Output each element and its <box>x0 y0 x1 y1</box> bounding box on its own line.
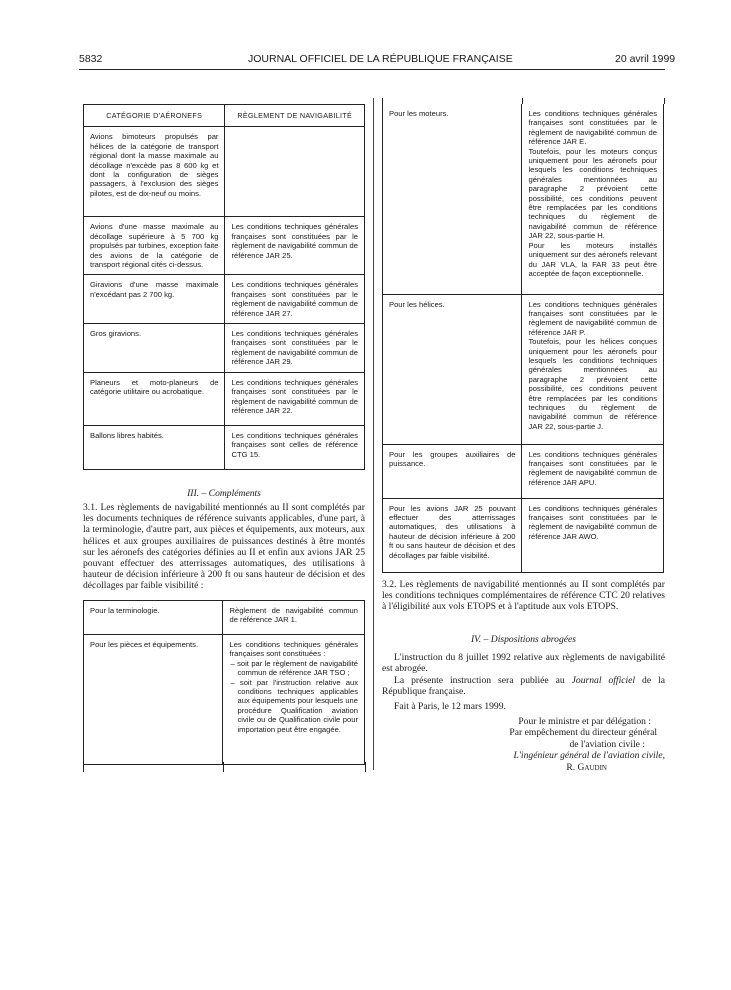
section-3-heading: III. – Compléments <box>187 488 261 499</box>
category-cell: Avions d'une masse maximale au décollage supérieure à 5 700 kg propulsés par turbines, exception faite des avions de la catégorie de transport régional cités ci-dessus. <box>84 217 225 275</box>
category-cell: Avions bimoteurs propulsés par hélices de la catégorie de transport régional dont la masse maximale au décollage n'excède pas 8 600 kg et dont la configuration de sièges passagers, à l'exclusion des sièges pilotes, est de dix-neuf ou moins. <box>84 127 225 217</box>
item-cell: Pour les pièces et équipements. <box>84 635 223 765</box>
table-row <box>84 217 365 275</box>
category-cell: Planeurs et moto-planeurs de catégorie utilitaire ou acrobatique. <box>84 372 225 425</box>
signature-line: de l'aviation civile : <box>569 738 645 750</box>
table-row <box>84 275 365 324</box>
reference-text: Toutefois, pour les hélices conçues uniquement pour les aéronefs pour lesquels les conditions techniques générales mentionnées au paragraphe 2 prévoient cette possibilité, ces conditions peuvent être remplacées par les conditions techniques du règlement de navigabilité commun de référence JAR 22, sous-partie J. <box>528 337 657 431</box>
complements-table-2 <box>382 104 664 573</box>
item-cell: Pour les groupes auxiliaires de puissance. <box>383 444 522 498</box>
list-item: – soit par le règlement de navigabilité commun de référence JAR TSO ; <box>230 658 358 678</box>
reference-cell <box>522 104 664 294</box>
section-4-heading: IV. – Dispositions abrogées <box>470 634 576 645</box>
table-header-row <box>84 105 365 127</box>
table-row <box>383 294 664 444</box>
item-cell: Pour les avions JAR 25 pouvant effectuer des atterrissages automatiques, des utilisations à hauteur de décision inférieure à 200 ft ou sans hauteur de décision et des décollages par faible visibilité. <box>383 498 522 572</box>
table-tail-mid <box>223 762 224 772</box>
table-row <box>84 425 365 469</box>
regulation-cell: Les conditions techniques générales françaises sont celles de référence CTG 15. <box>225 425 365 469</box>
regulation-cell: Les conditions techniques générales françaises sont constituées par le règlement de navigabilité commun de référence JAR 22. <box>225 372 365 425</box>
table-row <box>84 324 365 373</box>
category-cell: Giravions d'une masse maximale n'excédant pas 2 700 kg. <box>84 275 225 324</box>
table-row <box>84 601 365 635</box>
signature-line: Par empêchement du directeur général <box>509 727 657 739</box>
signature-line: Pour le ministre et par délégation : <box>518 716 651 727</box>
regulation-cell: Les conditions techniques générales françaises sont constituées par le règlement de navigabilité commun de référence JAR 27. <box>225 275 365 324</box>
list-item: – soit par l'instruction relative aux conditions techniques applicables aux équipements pour lesquels une procédure Qualification aviation civile ou de Qualification civile pour importation peut être engagée. <box>230 677 358 734</box>
item-cell: Pour la terminologie. <box>84 601 223 635</box>
column-header-category: CATÉGORIE D'AÉRONEFS <box>84 105 225 127</box>
table-row <box>84 372 365 425</box>
page-number: 5832 <box>79 53 103 65</box>
table-row <box>84 127 365 217</box>
reference-cell: Les conditions techniques générales françaises sont constituées par le règlement de navigabilité commun de référence JAR AWO. <box>522 498 664 572</box>
section-3-2-paragraph: 3.2. Les règlements de navigabilité mentionnés au II sont complétés par les conditions techniques complémentaires de référence CTC 20 relatives à l'éligibilité aux vols ETOPS et à l'aptitude aux vols ETOPS. <box>382 579 665 613</box>
complements-table-1 <box>83 600 365 765</box>
reference-cell: Règlement de navigabilité commun de référence JAR 1. <box>223 601 365 635</box>
journal-name: Journal officiel <box>571 675 636 686</box>
reference-text: Pour les moteurs installés uniquement sur des aéronefs relevant du JAR VLA, la FAR 33 peut être acceptée de façon exceptionnelle. <box>528 240 657 278</box>
reference-cell: Les conditions techniques générales françaises sont constituées par le règlement de navigabilité commun de référence JAR APU. <box>522 444 664 498</box>
table-top-right <box>664 98 665 104</box>
reference-cell <box>522 294 664 444</box>
regulation-cell <box>225 127 365 217</box>
signatory-name: R. Gaudin <box>566 761 607 773</box>
place-date: Fait à Paris, le 12 mars 1999. <box>394 701 506 712</box>
table-row <box>84 635 365 765</box>
signature-block <box>382 716 665 773</box>
reference-list <box>229 659 358 734</box>
table-row <box>383 104 664 294</box>
regulation-cell: Les conditions techniques générales françaises sont constituées par le règlement de navigabilité commun de référence JAR 29. <box>225 324 365 373</box>
table-tail-right <box>365 762 366 772</box>
regulation-cell: Les conditions techniques générales françaises sont constituées par le règlement de navigabilité commun de référence JAR 25. <box>225 217 365 275</box>
table-tail-left <box>83 762 84 772</box>
paragraph-text: La présente instruction sera publiée au <box>394 675 572 686</box>
journal-title: JOURNAL OFFICIEL DE LA RÉPUBLIQUE FRANÇAISE <box>248 53 513 65</box>
reference-intro: Les conditions techniques générales françaises sont constituées : <box>229 640 358 659</box>
section-3-1-paragraph: 3.1. Les règlements de navigabilité mentionnés au II sont complétés par les documents techniques de référence suivants applicables, d'une part, à la terminologie, d'autre part, aux pièces et équipements, aux moteurs, aux hélices et aux groupes auxiliaires de puissances destinés à être montés sur les aéronefs des catégories définies au II et enfin aux avions JAR 25 pouvant effectuer des atterrissages automatiques, des utilisations à hauteur de décision inférieure à 200 ft ou sans hauteur de décision et des décollages par faible visibilité : <box>83 502 365 592</box>
aircraft-category-table <box>83 104 365 470</box>
reference-text: Les conditions techniques générales françaises sont constituées par le règlement de navigabilité commun de référence JAR P. <box>528 299 657 337</box>
category-cell: Ballons libres habités. <box>84 425 225 469</box>
column-header-regulation: RÈGLEMENT DE NAVIGABILITÉ <box>225 105 365 127</box>
paragraph-text: de la République française. <box>382 675 665 698</box>
item-cell: Pour les moteurs. <box>383 104 522 294</box>
column-divider <box>373 98 374 770</box>
reference-text: Toutefois, pour les moteurs conçus uniquement pour les aéronefs pour lesquels les conditions techniques générales mentionnées au paragraphe 2 prévoient cette possibilité, ces conditions peuvent être remplacées par les conditions techniques du règlement de navigabilité commun de référence JAR 22, sous-partie H. <box>528 146 657 241</box>
publication-date: 20 avril 1999 <box>615 53 676 65</box>
category-cell: Gros giravions. <box>84 324 225 373</box>
table-row <box>383 498 664 572</box>
reference-cell <box>223 635 365 765</box>
item-cell: Pour les hélices. <box>383 294 522 444</box>
reference-text: Les conditions techniques générales françaises sont constituées par le règlement de navigabilité commun de référence JAR E. <box>528 109 657 147</box>
header-rule <box>79 69 665 70</box>
section-4-paragraph-2 <box>382 675 665 697</box>
table-row <box>383 444 664 498</box>
signature-line: L'ingénieur général de l'aviation civile, <box>513 750 665 762</box>
section-4-paragraph-1: L'instruction du 8 juillet 1992 relative aux règlements de navigabilité est abrogée. <box>382 652 665 675</box>
